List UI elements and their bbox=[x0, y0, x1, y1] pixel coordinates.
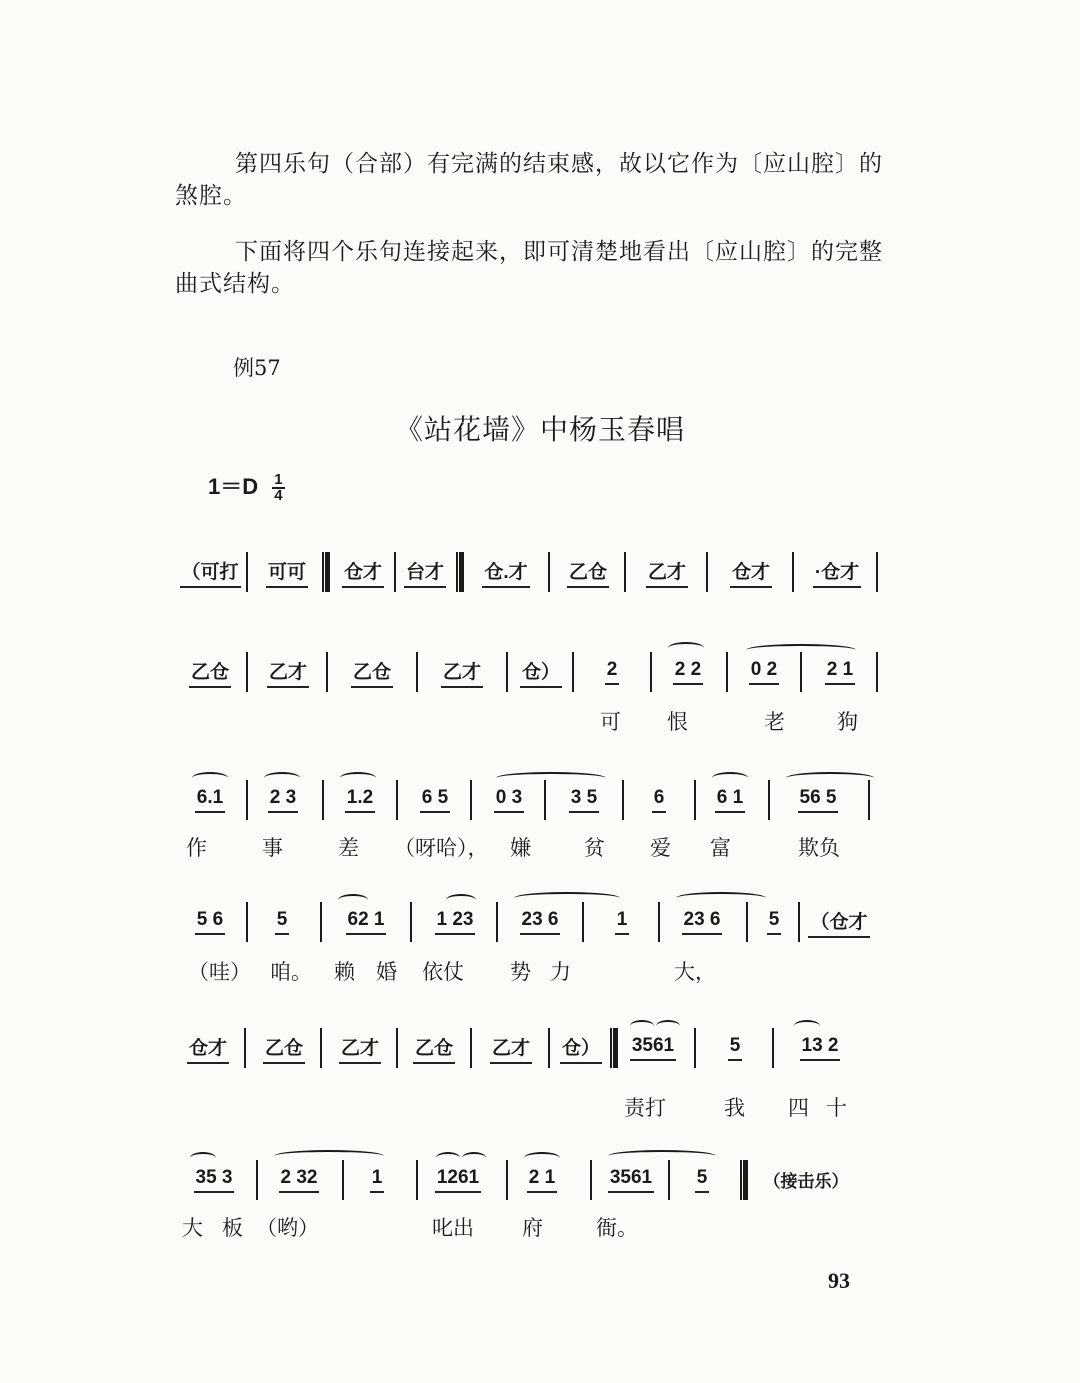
bar-line bbox=[322, 780, 324, 820]
paragraph-2-line-1: 下面将四个乐句连接起来，即可清楚地看出〔应山腔〕的完整 bbox=[235, 239, 883, 265]
notation-cell: 仓才 bbox=[180, 1024, 236, 1072]
bar-line bbox=[726, 652, 728, 692]
bar-line bbox=[320, 1028, 322, 1068]
bar-line bbox=[470, 780, 472, 820]
notation-cell: 2 3 bbox=[256, 776, 310, 824]
bar-line bbox=[740, 1160, 748, 1200]
lyric-syllable: （哇） bbox=[188, 960, 251, 984]
score-system-5 bbox=[180, 1024, 880, 1072]
bar-line bbox=[256, 1160, 258, 1200]
score-system-6 bbox=[180, 1156, 880, 1204]
bar-line bbox=[246, 552, 248, 592]
score-system-3 bbox=[180, 776, 880, 824]
lyric-syllable: 赖 bbox=[334, 960, 355, 984]
lyrics-line-2 bbox=[180, 706, 880, 740]
lyric-syllable: 嫌 bbox=[510, 836, 531, 860]
lyric-syllable: 责打 bbox=[624, 1096, 666, 1120]
notation-cell: 1261 bbox=[426, 1156, 490, 1204]
bar-line bbox=[394, 552, 396, 592]
bar-line bbox=[800, 652, 802, 692]
notation-cell: 3561 bbox=[620, 1024, 686, 1072]
notation-cell: （可打 bbox=[180, 548, 240, 596]
bar-line bbox=[416, 652, 418, 692]
notation-cell: 1 23 bbox=[420, 898, 490, 946]
bar-line bbox=[582, 902, 584, 942]
score-system-1 bbox=[180, 548, 880, 596]
bar-line bbox=[658, 902, 660, 942]
lyrics-line-6 bbox=[180, 1212, 880, 1246]
bar-line bbox=[572, 652, 574, 692]
bar-line bbox=[548, 552, 550, 592]
notation-cell: 台才 bbox=[398, 548, 452, 596]
lyric-syllable: 依仗 bbox=[422, 960, 464, 984]
bar-line bbox=[746, 902, 748, 942]
lyric-syllable: 贫 bbox=[584, 836, 605, 860]
notation-cell: （接击乐） bbox=[763, 1171, 849, 1191]
time-denominator: 4 bbox=[274, 487, 283, 505]
lyric-syllable: 婚 bbox=[376, 960, 397, 984]
notation-cell: 3 5 bbox=[554, 776, 614, 824]
paragraph-1-line-2: 煞腔。 bbox=[175, 183, 247, 209]
bar-line bbox=[610, 1028, 618, 1068]
notation-cell: 1.2 bbox=[332, 776, 388, 824]
bar-line bbox=[410, 902, 412, 942]
lyric-syllable: 我 bbox=[724, 1096, 745, 1120]
bar-line bbox=[246, 902, 248, 942]
bar-line bbox=[496, 902, 498, 942]
notation-cell: 3561 bbox=[598, 1156, 664, 1204]
lyric-syllable: 四 bbox=[788, 1096, 809, 1120]
lyric-syllable: 十 bbox=[826, 1096, 847, 1120]
lyric-syllable: 事 bbox=[262, 836, 283, 860]
notation-cell: ·仓才 bbox=[802, 548, 872, 596]
bar-line bbox=[396, 780, 398, 820]
notation-cell: 6 bbox=[632, 776, 686, 824]
notation-cell: 56 5 bbox=[778, 776, 858, 824]
lyric-syllable: 作 bbox=[186, 836, 207, 860]
time-numerator: 1 bbox=[274, 471, 283, 489]
bar-line bbox=[694, 1028, 696, 1068]
notation-cell: 2 32 bbox=[266, 1156, 332, 1204]
lyrics-line-4 bbox=[180, 956, 880, 990]
notation-cell: 乙才 bbox=[634, 548, 700, 596]
bar-line bbox=[326, 652, 328, 692]
notation-cell: 仓才 bbox=[336, 548, 390, 596]
bar-line bbox=[246, 780, 248, 820]
lyric-syllable: （哟） bbox=[256, 1216, 319, 1240]
notation-cell: 仓.才 bbox=[472, 548, 540, 596]
notation-cell: 2 2 bbox=[660, 648, 716, 696]
bar-line bbox=[792, 552, 794, 592]
notation-cell: 乙仓 bbox=[406, 1024, 462, 1072]
key-text: 1＝D bbox=[208, 474, 259, 499]
notation-cell: 6.1 bbox=[180, 776, 240, 824]
notation-cell: 乙仓 bbox=[254, 1024, 314, 1072]
lyrics-line-5 bbox=[180, 1092, 880, 1126]
notation-cell: 可可 bbox=[256, 548, 318, 596]
notation-cell: 5 6 bbox=[180, 898, 240, 946]
notation-cell: 2 bbox=[582, 648, 642, 696]
notation-cell: 0 3 bbox=[480, 776, 538, 824]
lyric-syllable: 叱出 bbox=[432, 1216, 474, 1240]
lyric-syllable: 力 bbox=[550, 960, 571, 984]
bar-line bbox=[320, 902, 322, 942]
lyric-syllable: 可 bbox=[600, 710, 621, 734]
bar-line bbox=[244, 1028, 246, 1068]
notation-cell: 乙才 bbox=[480, 1024, 542, 1072]
bar-line bbox=[544, 780, 546, 820]
bar-line bbox=[668, 1160, 670, 1200]
bar-line bbox=[876, 552, 878, 592]
lyric-syllable: 欺负 bbox=[798, 836, 840, 860]
notation-cell: 乙仓 bbox=[180, 648, 240, 696]
bar-line bbox=[416, 1160, 418, 1200]
bar-line bbox=[456, 552, 464, 592]
score-system-2 bbox=[180, 648, 880, 696]
notation-cell: 6 5 bbox=[406, 776, 464, 824]
bar-line bbox=[470, 1028, 472, 1068]
notation-cell: 35 3 bbox=[180, 1156, 248, 1204]
notation-cell: 乙仓 bbox=[336, 648, 408, 696]
bar-line bbox=[506, 1160, 508, 1200]
bar-line bbox=[548, 1028, 550, 1068]
notation-cell: 乙才 bbox=[426, 648, 498, 696]
notation-cell: 仓） bbox=[556, 1024, 606, 1072]
lyric-syllable: 大， bbox=[674, 960, 716, 984]
bar-line bbox=[590, 1160, 592, 1200]
page-number: 93 bbox=[828, 1268, 850, 1293]
score-system-4 bbox=[180, 898, 880, 946]
notation-cell: 2 1 bbox=[516, 1156, 568, 1204]
notation-cell: 5 bbox=[706, 1024, 764, 1072]
paragraph-1 bbox=[175, 148, 895, 212]
notation-cell: 2 1 bbox=[810, 648, 870, 696]
notation-cell: 5 bbox=[678, 1156, 726, 1204]
bar-line bbox=[768, 780, 770, 820]
time-signature bbox=[272, 473, 284, 503]
lyric-syllable: 大 bbox=[182, 1216, 203, 1240]
notation-cell: 乙仓 bbox=[558, 548, 618, 596]
lyric-syllable: 恨 bbox=[667, 710, 688, 734]
lyric-syllable: 老 bbox=[764, 710, 785, 734]
notation-cell: 62 1 bbox=[330, 898, 402, 946]
lyric-syllable: 狗 bbox=[837, 710, 858, 734]
bar-line bbox=[868, 780, 870, 820]
paragraph-2-line-2: 曲式结构。 bbox=[175, 271, 295, 297]
notation-cell: 乙才 bbox=[256, 648, 320, 696]
notation-cell: 23 6 bbox=[668, 898, 736, 946]
lyric-syllable: （呀哈）， bbox=[394, 836, 489, 860]
bar-line bbox=[650, 652, 652, 692]
lyric-syllable: 板 bbox=[222, 1216, 243, 1240]
notation-cell: 1 bbox=[352, 1156, 402, 1204]
bar-line bbox=[624, 552, 626, 592]
notation-cell: 23 6 bbox=[506, 898, 574, 946]
notation-cell: 6 1 bbox=[704, 776, 756, 824]
bar-line bbox=[772, 1028, 774, 1068]
lyrics-line-3 bbox=[180, 832, 880, 866]
bar-line bbox=[322, 552, 330, 592]
lyric-syllable: 势 bbox=[510, 960, 531, 984]
notation-cell: 乙才 bbox=[330, 1024, 390, 1072]
bar-line bbox=[246, 652, 248, 692]
paragraph-1-line-1: 第四乐句（合部）有完满的结束感，故以它作为〔应山腔〕的 bbox=[235, 151, 883, 177]
paragraph-2 bbox=[175, 236, 895, 300]
bar-line bbox=[396, 1028, 398, 1068]
notation-cell: 5 bbox=[256, 898, 308, 946]
lyric-syllable: 衙。 bbox=[596, 1216, 638, 1240]
song-title: 《站花墙》中杨玉春唱 bbox=[394, 413, 685, 446]
bar-line bbox=[622, 780, 624, 820]
notation-cell: 1 bbox=[592, 898, 652, 946]
lyric-syllable: 差 bbox=[338, 836, 359, 860]
notation-cell: 仓才 bbox=[716, 548, 786, 596]
bar-line bbox=[342, 1160, 344, 1200]
lyric-syllable: 富 bbox=[710, 836, 731, 860]
bar-line bbox=[706, 552, 708, 592]
notation-cell: （仓才 bbox=[802, 898, 876, 946]
bar-line bbox=[506, 652, 508, 692]
bar-line bbox=[798, 902, 800, 942]
key-signature bbox=[208, 470, 285, 503]
lyric-syllable: 咱。 bbox=[270, 960, 312, 984]
example-label: 例57 bbox=[233, 356, 281, 380]
bar-line bbox=[694, 780, 696, 820]
lyric-syllable: 爱 bbox=[650, 836, 671, 860]
notation-cell: 仓） bbox=[516, 648, 566, 696]
notation-cell: 5 bbox=[756, 898, 792, 946]
bar-line bbox=[876, 652, 878, 692]
notation-cell: 13 2 bbox=[780, 1024, 860, 1072]
notation-cell: 0 2 bbox=[736, 648, 792, 696]
lyric-syllable: 府 bbox=[522, 1216, 543, 1240]
